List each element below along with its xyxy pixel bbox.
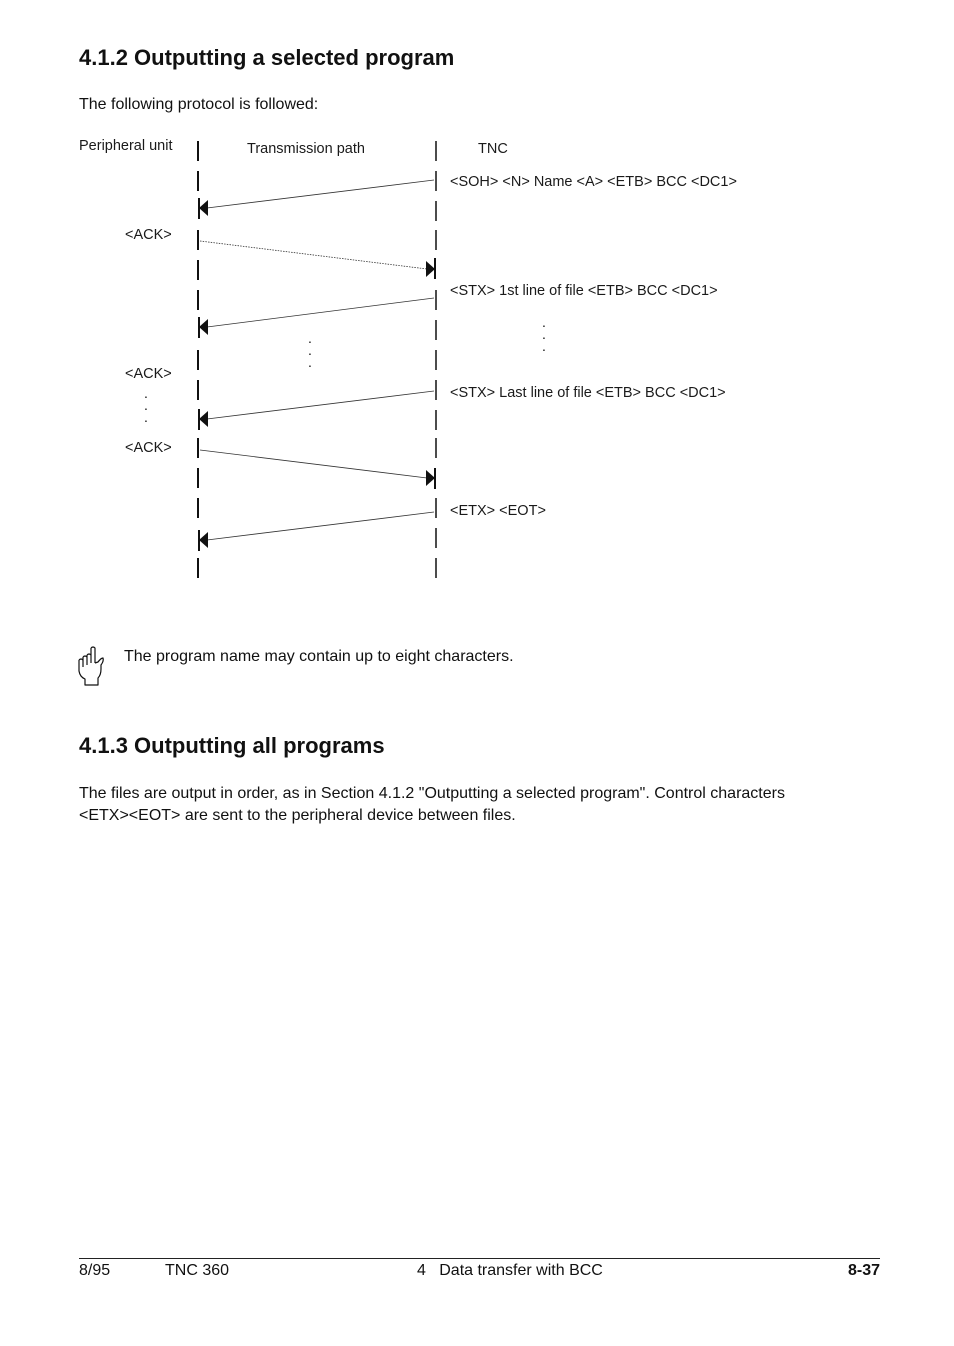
arrow-stx-last-to-peripheral	[199, 391, 434, 430]
footer-date: 8/95	[79, 1262, 111, 1279]
ack-label-1: <ACK>	[125, 227, 172, 243]
intro-text: The following protocol is followed:	[79, 96, 319, 113]
ellipsis-transmission-path: . . .	[308, 330, 312, 370]
paragraph-line-2: <ETX><EOT> are sent to the peripheral device between files.	[79, 807, 516, 824]
footer-page-number: 8-37	[847, 1262, 880, 1279]
column-label-tnc: TNC	[478, 141, 508, 157]
arrow-soh-to-peripheral	[199, 180, 434, 219]
message-soh: <SOH> <N> Name <A> <ETB> BCC <DC1>	[450, 174, 737, 190]
pointing-hand-icon	[76, 645, 106, 687]
arrow-ack-1-to-tnc	[200, 241, 435, 279]
footer-chapter: 4 Data transfer with BCC	[417, 1262, 603, 1279]
ellipsis-peripheral: . . .	[144, 385, 148, 425]
arrow-stx-first-to-peripheral	[199, 298, 434, 338]
section-heading-4-1-3: 4.1.3 Outputting all programs	[79, 733, 385, 758]
ack-label-2: <ACK>	[125, 366, 172, 382]
section-heading-4-1-2: 4.1.2 Outputting a selected program	[79, 45, 455, 70]
message-stx-first-line: <STX> 1st line of file <ETB> BCC <DC1>	[450, 283, 718, 299]
paragraph-line-1: The files are output in order, as in Section 4.1.2 "Outputting a selected program". Control characters	[79, 785, 785, 802]
ack-label-3: <ACK>	[125, 440, 172, 456]
footer-product: TNC 360	[165, 1262, 230, 1279]
column-label-peripheral: Peripheral unit	[79, 138, 173, 154]
footer-rule	[79, 1258, 880, 1259]
column-label-transmission-path: Transmission path	[247, 141, 365, 157]
message-etx-eot: <ETX> <EOT>	[450, 503, 546, 519]
arrow-etx-to-peripheral	[199, 512, 434, 551]
ellipsis-tnc: . . .	[542, 314, 546, 354]
note-text: The program name may contain up to eight characters.	[124, 648, 514, 665]
arrow-ack-3-to-tnc	[200, 450, 435, 489]
message-stx-last-line: <STX> Last line of file <ETB> BCC <DC1>	[450, 385, 726, 401]
